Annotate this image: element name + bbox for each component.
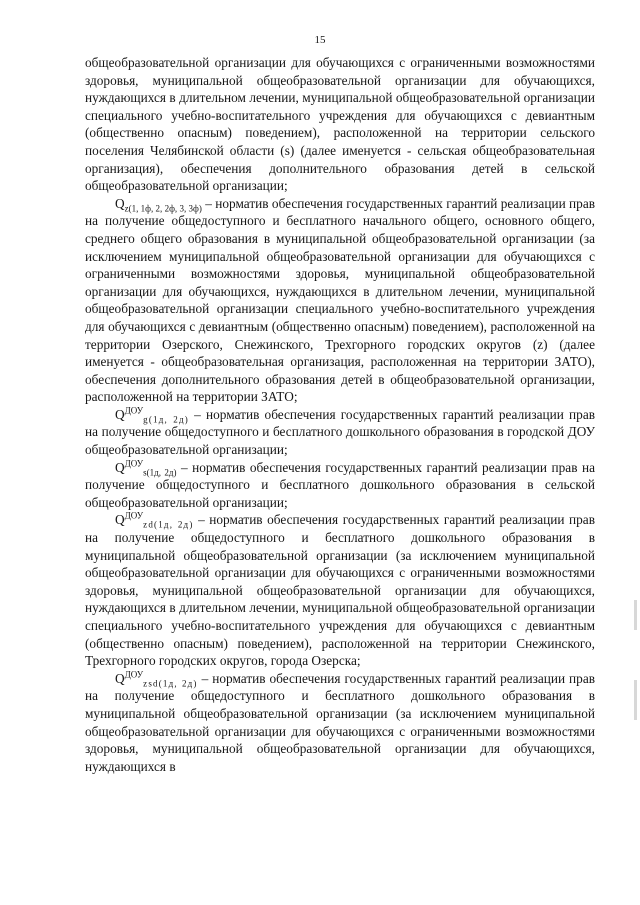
formula-q-symbol: Q: [115, 195, 125, 211]
paragraph-text: – норматив обеспечения государственных гарантий реализации прав на получение общедоступного и бесплатного дошкольного образования в муниципальной общеобразовательной организации (за исключением муниципальной общеобразовательной организации для обучающихся с ограниченными возможностями здоровья, муниципальной общеобразовательной организации для обучающихся, нуждающихся в длительном лечении, муниципальной общеобразовательной организации специального учебно-воспитательного учреждения для обучающихся с девиантным (общественно опасным) поведением), расположенной на территории Снежинского, Трехгорного городских округов, города Озерска;: [85, 512, 595, 669]
formula-subscript: zd(1д, 2д): [143, 520, 194, 531]
paragraph-text: – норматив обеспечения государственных гарантий реализации прав на получение общедоступного и бесплатного дошкольного образования в муниципальной общеобразовательной организации (за исключением муниципальной общеобразовательной организации для обучающихся с ограниченными возможностями здоровья, муниципальной общеобразовательной организации для обучающихся, нуждающихся в: [85, 670, 595, 774]
formula-superscript: ДОУ: [124, 669, 144, 680]
document-body: [85, 54, 595, 775]
formula-superscript: ДОУ: [124, 458, 144, 469]
formula-q-symbol: Q: [115, 512, 125, 528]
formula-subscript: zsd(1д, 2д): [143, 678, 198, 689]
formula-subscript: g(1д, 2д): [143, 414, 189, 425]
paragraph-1: общеобразовательной организации для обучающихся с ограниченными возможностями здоровья, муниципальной общеобразовательной организации для обучающихся, нуждающихся в длительном лечении, муниципальной общеобразовательной организации специального учебно-воспитательного учреждения для обучающихся с девиантным (общественно опасным) поведением), расположенной на территории сельского поселения Челябинской области (s) (далее именуется - сельская общеобразовательная организация), обеспечения дополнительного образования детей в сельской общеобразовательной организации;: [85, 55, 595, 194]
paragraph-6: [85, 670, 595, 776]
scan-edge-mark: [634, 600, 637, 630]
formula-subscript: z(1, 1ф, 2, 2ф, 3, 3ф): [124, 203, 202, 214]
formula-q-symbol: Q: [115, 406, 125, 422]
formula-subscript: s(1д, 2д): [143, 467, 177, 478]
formula-superscript: ДОУ: [124, 405, 144, 416]
paragraph-text: – норматив обеспечения государственных гарантий реализации прав на получение общедоступного и бесплатного дошкольного образования в городской ДОУ общеобразовательной организации;: [85, 406, 595, 458]
paragraph-5: [85, 511, 595, 669]
paragraph-text: – норматив обеспечения государственных гарантий реализации прав на получение общедоступного и бесплатного дошкольного образования в сельской общеобразовательной организации;: [85, 459, 596, 510]
paragraph-2: [85, 195, 595, 406]
page-number: 15: [314, 34, 326, 46]
paragraph-text: – норматив обеспечения государственных гарантий реализации прав на получение общедоступного и бесплатного начального общего, основного общего, среднего общего образования в муниципальной общеобразовательной организации (за исключением муниципальной общеобразовательной организации для обучающихся с ограниченными возможностями здоровья, муниципальной общеобразовательной организации для обучающихся, нуждающихся в длительном лечении, муниципальной общеобразовательной организации специального учебно-воспитательного учреждения для обучающихся с девиантным (общественно опасным) поведением), расположенной на территории Озерского, Снежинского, Трехгорного городских округов (z) (далее именуется - общеобразовательная организация, расположенная на территории ЗАТО), обеспечения дополнительного образования детей в общеобразовательной организации, расположенной на территории ЗАТО;: [85, 195, 596, 405]
formula-superscript: ДОУ: [124, 511, 144, 522]
formula-q-symbol: Q: [115, 670, 125, 686]
paragraph-3: [85, 406, 595, 459]
formula-q-symbol: Q: [115, 459, 125, 475]
paragraph-4: [85, 459, 595, 512]
scan-edge-mark: [634, 680, 637, 720]
